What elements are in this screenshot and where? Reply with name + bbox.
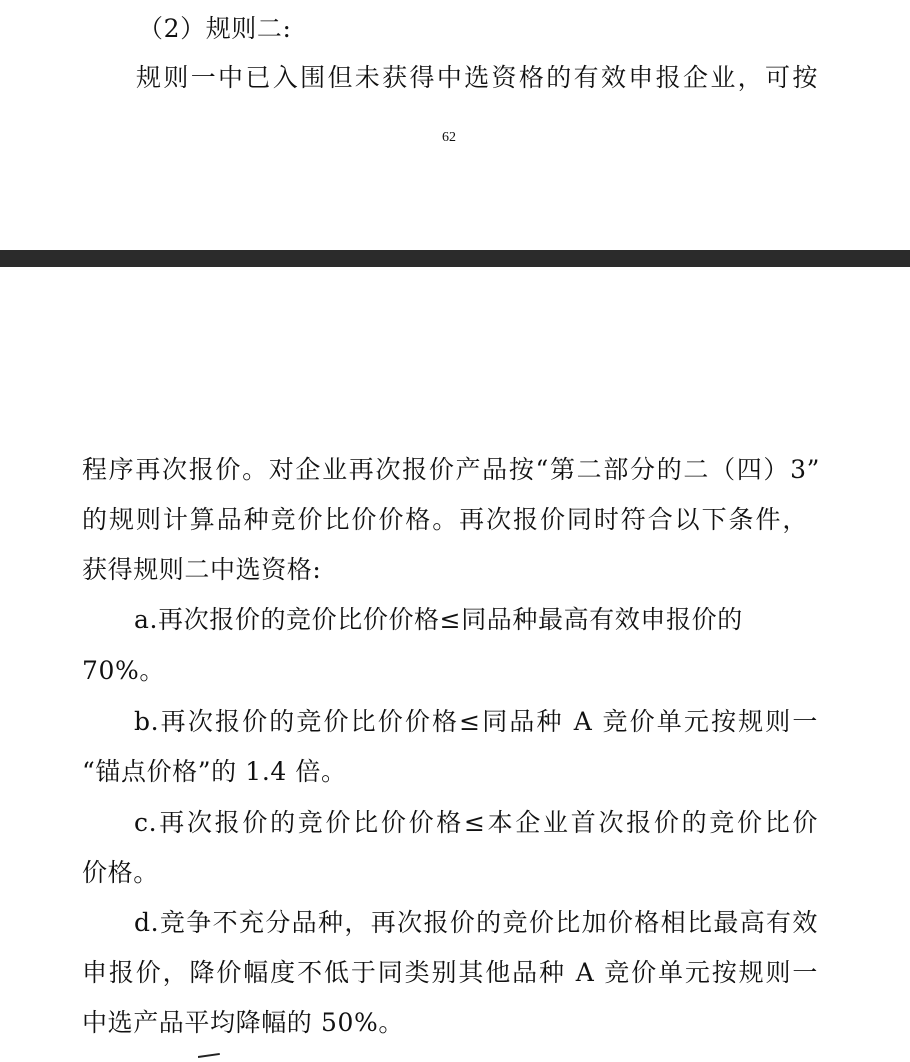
paragraph-line: 程序再次报价。对企业再次报价产品按“第二部分的二（四）3” xyxy=(82,455,820,484)
paragraph-line: 的规则计算品种竞价比价价格。再次报价同时符合以下条件， xyxy=(82,505,808,534)
condition-d-line: 申报价，降价幅度不低于同类别其他品种 A 竞价单元按规则一 xyxy=(82,958,818,987)
condition-d-line: d.竞争不充分品种，再次报价的竞价比加价格相比最高有效 xyxy=(134,908,818,937)
section-heading: （2）规则二: xyxy=(138,14,292,43)
condition-c-line: c.再次报价的竞价比价价格≤本企业首次报价的竞价比价 xyxy=(134,808,818,837)
paragraph-line: 规则一中已入围但未获得中选资格的有效申报企业，可按 xyxy=(136,63,818,92)
condition-a-line: a.再次报价的竞价比价价格≤同品种最高有效申报价的 xyxy=(134,605,743,634)
page-top xyxy=(0,0,910,250)
condition-b-line: b.再次报价的竞价比价价格≤同品种 A 竞价单元按规则一 xyxy=(134,707,818,736)
cropped-next-line-fragment xyxy=(198,1050,258,1062)
condition-c-line: 价格。 xyxy=(82,858,159,887)
page-number: 62 xyxy=(442,130,456,145)
page-separator xyxy=(0,250,910,267)
condition-b-line: “锚点价格”的 1.4 倍。 xyxy=(82,757,347,786)
condition-a-line: 70%。 xyxy=(82,656,165,685)
paragraph-line: 获得规则二中选资格: xyxy=(82,555,322,584)
condition-d-line: 中选产品平均降幅的 50%。 xyxy=(82,1008,404,1037)
